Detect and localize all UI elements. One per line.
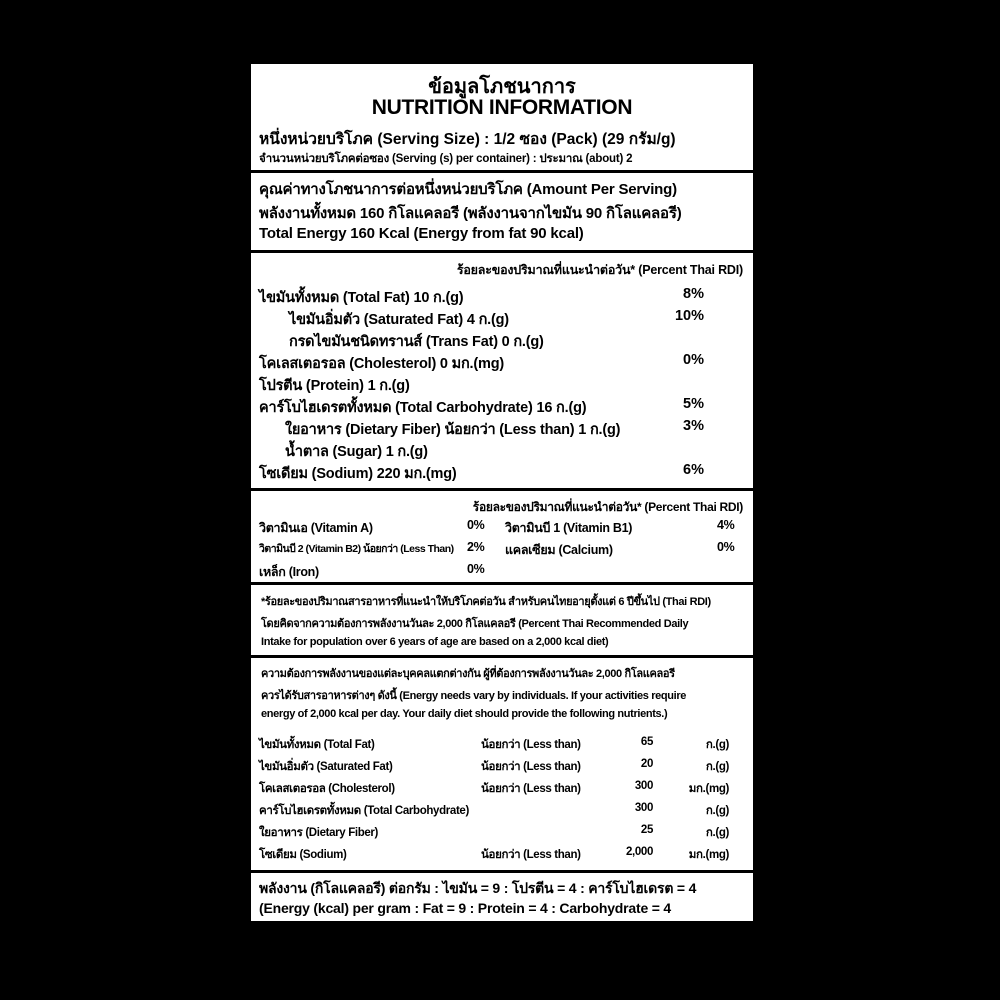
nutrient-row-saturated-fat: ไขมันอิ่มตัว (Saturated Fat) 4 ก.(g): [289, 312, 509, 328]
daily-row-unit: ก.(g): [705, 739, 729, 751]
daily-row-amount: 2,000: [625, 846, 653, 858]
nutrient-row-sugar: น้ำตาล (Sugar) 1 ก.(g): [285, 444, 428, 460]
daily-row-name: โคเลสเตอรอล (Cholesterol): [259, 783, 395, 795]
iron-label: เหล็ก (Iron): [259, 565, 319, 579]
servings-per-container: จำนวนหน่วยบริโภคต่อซอง (Serving (s) per container) : ประมาณ (about) 2: [259, 153, 633, 165]
divider: [251, 582, 753, 585]
daily-row-name: ใยอาหาร (Dietary Fiber): [259, 827, 379, 839]
daily-row-name: ไขมันทั้งหมด (Total Fat): [259, 739, 375, 751]
title-english: NUTRITION INFORMATION: [371, 96, 633, 119]
nutrient-pct-dietary-fiber: 3%: [683, 418, 704, 434]
divider: [251, 170, 753, 173]
vitamin-b2-pct: 2%: [467, 540, 485, 554]
nutrient-pct-total-fat: 8%: [683, 286, 704, 302]
nutrient-row-trans-fat: กรดไขมันชนิดทรานส์ (Trans Fat) 0 ก.(g): [289, 334, 544, 350]
nutrient-row-cholesterol: โคเลสเตอรอล (Cholesterol) 0 มก.(mg): [259, 356, 504, 372]
daily-row-name: ไขมันอิ่มตัว (Saturated Fat): [259, 761, 393, 773]
nutrient-row-total-carbohydrate: คาร์โบไฮเดรตทั้งหมด (Total Carbohydrate) 16 ก.(g): [259, 400, 587, 416]
divider: [251, 488, 753, 491]
nutrient-row-total-fat: ไขมันทั้งหมด (Total Fat) 10 ก.(g): [259, 290, 464, 306]
daily-row-qualifier: น้อยกว่า (Less than): [481, 849, 581, 861]
vitamin-b1-label: วิตามินบี 1 (Vitamin B1): [505, 521, 633, 535]
amount-per-serving-heading: คุณค่าทางโภชนาการต่อหนึ่งหน่วยบริโภค (Amount Per Serving): [259, 181, 677, 198]
footnote-line-2: โดยคิดจากความต้องการพลังงานวันละ 2,000 กิโลแคลอรี (Percent Thai Recommended Daily: [261, 618, 689, 630]
vitamin-b2-label: วิตามินบี 2 (Vitamin B2) น้อยกว่า (Less Than): [259, 543, 454, 555]
divider: [251, 870, 753, 873]
nutrient-pct-total-carbohydrate: 5%: [683, 396, 704, 412]
nutrient-row-dietary-fiber: ใยอาหาร (Dietary Fiber) น้อยกว่า (Less than) 1 ก.(g): [285, 422, 621, 438]
energy-per-gram-english: (Energy (kcal) per gram : Fat = 9 : Protein = 4 : Carbohydrate = 4: [259, 900, 671, 916]
total-energy-thai: พลังงานทั้งหมด 160 กิโลแคลอรี (พลังงานจากไขมัน 90 กิโลแคลอรี): [259, 205, 682, 222]
vitamin-a-pct: 0%: [467, 518, 485, 532]
calcium-pct: 0%: [717, 540, 735, 554]
daily-row-unit: ก.(g): [705, 827, 729, 839]
daily-row-name: โซเดียม (Sodium): [259, 849, 347, 861]
title-thai: ข้อมูลโภชนาการ: [428, 76, 576, 98]
daily-row-amount: 300: [634, 802, 653, 814]
daily-needs-line-2: ควรได้รับสารอาหารต่างๆ ดังนี้ (Energy needs vary by individuals. If your activities require: [261, 690, 687, 702]
daily-row-unit: มก.(mg): [688, 783, 729, 795]
nutrition-label: [251, 64, 753, 921]
daily-row-amount: 65: [640, 736, 653, 748]
daily-row-amount: 300: [634, 780, 653, 792]
daily-row-unit: ก.(g): [705, 805, 729, 817]
daily-row-qualifier: น้อยกว่า (Less than): [481, 783, 581, 795]
vitamin-a-label: วิตามินเอ (Vitamin A): [259, 521, 373, 535]
daily-row-unit: ก.(g): [705, 761, 729, 773]
daily-row-amount: 25: [640, 824, 653, 836]
iron-pct: 0%: [467, 562, 485, 576]
nutrient-pct-sodium: 6%: [683, 462, 704, 478]
footnote-line-1: *ร้อยละของปริมาณสารอาหารที่แนะนำให้บริโภคต่อวัน สำหรับคนไทยอายุตั้งแต่ 6 ปีขึ้นไป (Thai RDI): [261, 596, 711, 608]
nutrient-pct-saturated-fat: 10%: [674, 308, 704, 324]
daily-row-qualifier: น้อยกว่า (Less than): [481, 739, 581, 751]
energy-per-gram-thai: พลังงาน (กิโลแคลอรี) ต่อกรัม : ไขมัน = 9 : โปรตีน = 4 : คาร์โบไฮเดรต = 4: [259, 880, 697, 896]
divider: [251, 655, 753, 658]
daily-row-amount: 20: [640, 758, 653, 770]
daily-needs-line-3: energy of 2,000 kcal per day. Your daily diet should provide the following nutrients.): [261, 708, 668, 720]
vitamin-rdi-heading: ร้อยละของปริมาณที่แนะนำต่อวัน* (Percent Thai RDI): [472, 500, 743, 514]
daily-needs-line-1: ความต้องการพลังงานของแต่ละบุคคลแตกต่างกัน ผู้ที่ต้องการพลังงานวันละ 2,000 กิโลแคลอรี: [261, 668, 675, 680]
nutrient-row-sodium: โซเดียม (Sodium) 220 มก.(mg): [259, 466, 457, 482]
footnote-line-3: Intake for population over 6 years of age are based on a 2,000 kcal diet): [261, 636, 609, 648]
daily-row-unit: มก.(mg): [688, 849, 729, 861]
calcium-label: แคลเซียม (Calcium): [505, 543, 613, 557]
nutrient-row-protein: โปรตีน (Protein) 1 ก.(g): [259, 378, 410, 394]
nutrient-pct-cholesterol: 0%: [683, 352, 704, 368]
serving-size: หนึ่งหน่วยบริโภค (Serving Size) : 1/2 ซอง (Pack) (29 กรัม/g): [259, 131, 676, 148]
divider: [251, 250, 753, 253]
percent-rdi-heading: ร้อยละของปริมาณที่แนะนำต่อวัน* (Percent Thai RDI): [456, 263, 743, 277]
total-energy-english: Total Energy 160 Kcal (Energy from fat 90 kcal): [259, 225, 584, 242]
daily-row-qualifier: น้อยกว่า (Less than): [481, 761, 581, 773]
daily-row-name: คาร์โบไฮเดรตทั้งหมด (Total Carbohydrate): [259, 805, 469, 817]
vitamin-b1-pct: 4%: [717, 518, 735, 532]
